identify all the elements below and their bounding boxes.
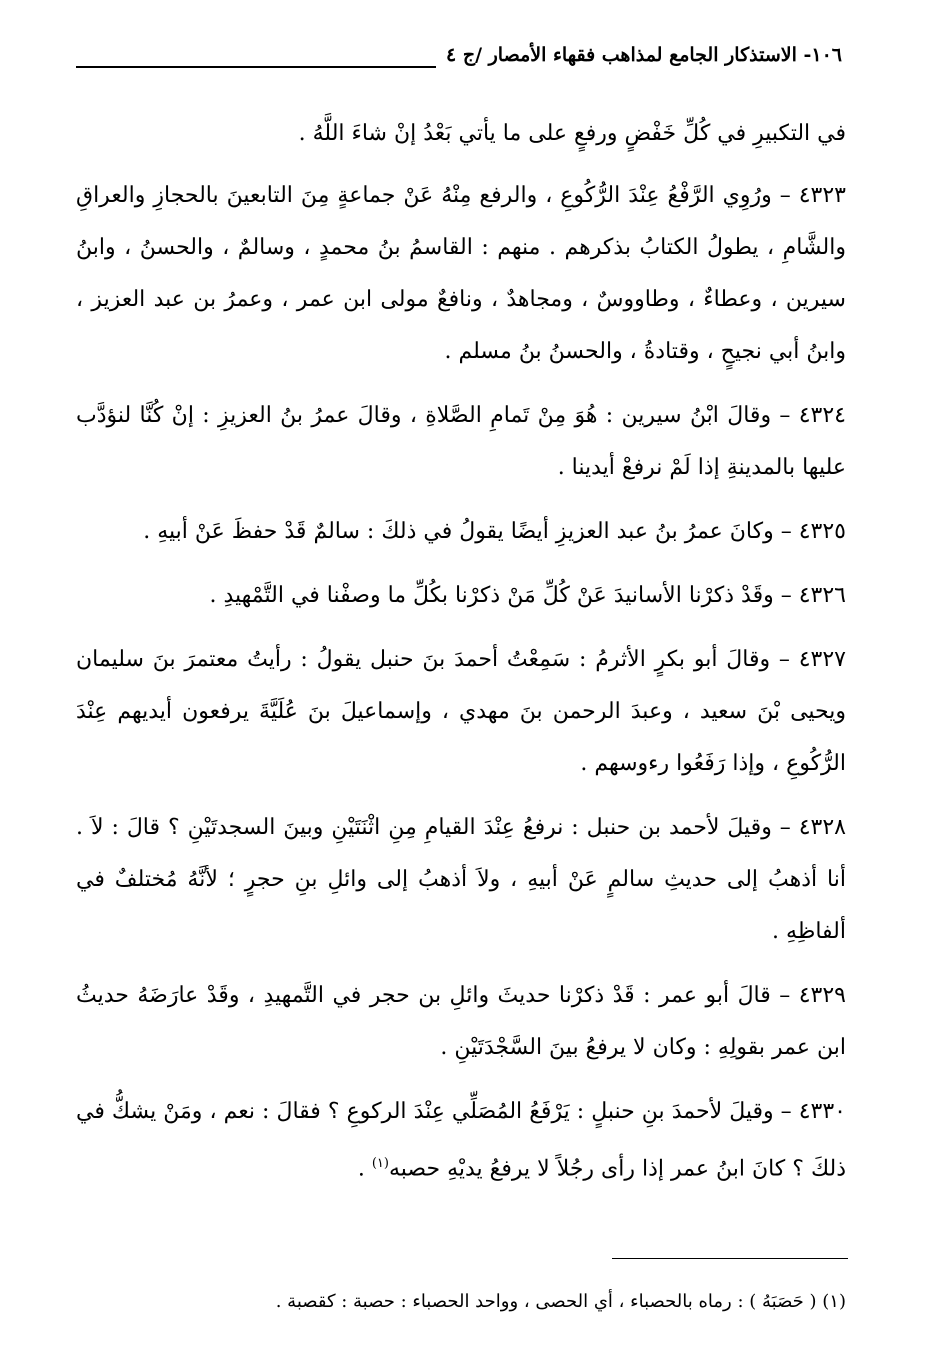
footnote-marker: (١) [371,1156,389,1171]
running-head: ١٠٦- الاستذكار الجامع لمذاهب فقهاء الأمصار /ج ٤ [445,44,842,66]
paragraph: ٤٣٢٩ – قالَ أبو عمر : قَدْ ذكرْنا حديثَ وائلِ بن حجر في التَّمهيدِ ، وقَدْ عارَضَهُ حديثُ ابن عمر بقولِهِ : وكان لا يرفعُ بينَ السَّجْدَتَيْنِ . [76,983,846,1060]
paragraph: ٤٣٢٥ – وكانَ عمرُ بنُ عبد العزيزِ أيضًا يقولُ في ذلكَ : سالمٌ قَدْ حفظَ عَنْ أبيهِ . [143,519,846,544]
paragraph: ٤٣٢٦ – وقَدْ ذكرْنا الأسانيدَ عَنْ كُلِّ مَنْ ذكرْنا بكُلِّ ما وصفْنا في التَّمْهيدِ . [209,583,846,608]
footnote-rule [612,1258,848,1259]
paragraph-text: ٤٣٣٠ – وقيلَ لأحمدَ بنِ حنبلٍ : يَرْفَعُ المُصَلِّي عِنْدَ الركوعِ ؟ فقالَ : نعم ، ومَنْ يشكُّ في ذلكَ ؟ كانَ ابنُ عمر إذا رأى رجُلاً لا يرفعُ يديْهِ حصبه [76,1099,846,1182]
paragraph: ٤٣٢٤ – وقالَ ابْنُ سيرين : هُوَ مِنْ تَمامِ الصَّلاةِ ، وقالَ عمرُ بنُ العزيزِ : إنْ كُنَّا لنؤدَّب عليها بالمدينةِ إذا لَمْ نرفعْ أيدينا . [76,403,846,480]
paragraph: ٤٣٢٧ – وقالَ أبو بكرٍ الأثرمُ : سَمِعْتُ أحمدَ بنَ حنبل يقولُ : رأيتُ معتمرَ بنَ سليمان ويحيى بْنَ سعيد ، وعبدَ الرحمن بنَ مهدي ، وإسماعيلَ بنَ عُلَيَّةَ يرفعون أيديهم عِنْدَ الرُّكُوعِ ، وإذا رَفَعُوا رءوسهم . [76,647,846,776]
paragraph: ٤٣٢٣ – ورُوِي الرَّفْعُ عِنْدَ الرُّكُوعِ ، والرفع مِنْهُ عَنْ جماعةٍ مِنَ التابعينَ بالحجازِ والعراقِ والشَّامِ ، يطولُ الكتابُ بذكرهم . منهم : القاسمُ بنُ محمدٍ ، وسالمٌ ، والحسنُ ، وابنُ سيرين ، وعطاءٌ ، وطاووسٌ ، ومجاهدٌ ، ونافعٌ مولى ابن عمر ، وعمرُ بن عبد العزيز ، وابنُ أبي نجيحٍ ، وقتادةُ ، والحسنُ بنُ مسلم . [76,183,846,364]
main-text [76,108,846,1207]
paragraph-tail: . [357,1156,372,1182]
header-rule [76,66,436,68]
footnote: (١) ( حَصَبَهُ ) : رماه بالحصباء ، أي الحصى ، وواحد الحصباء : حصبة : كقصبة . [275,1291,846,1312]
paragraph: ٤٣٢٨ – وقيلَ لأحمد بن حنبل : نرفعُ عِنْدَ القيامِ مِنِ اثْنَتَيْنِ وبينَ السجدتَيْنِ ؟ قالَ : لاَ . أنا أذهبُ إلى حديثِ سالمٍ عَنْ أبيهِ ، ولاَ أذهبُ إلى وائلِ بنِ حجرٍ ؛ لأنَّهُ مُختلفٌ في ألفاظِهِ . [76,815,846,944]
paragraph [76,1086,846,1195]
paragraph: في التكبيرِ في كُلِّ خَفْضٍ ورفعٍ على ما يأتي بَعْدُ إنْ شاءَ اللَّهُ . [298,121,846,146]
